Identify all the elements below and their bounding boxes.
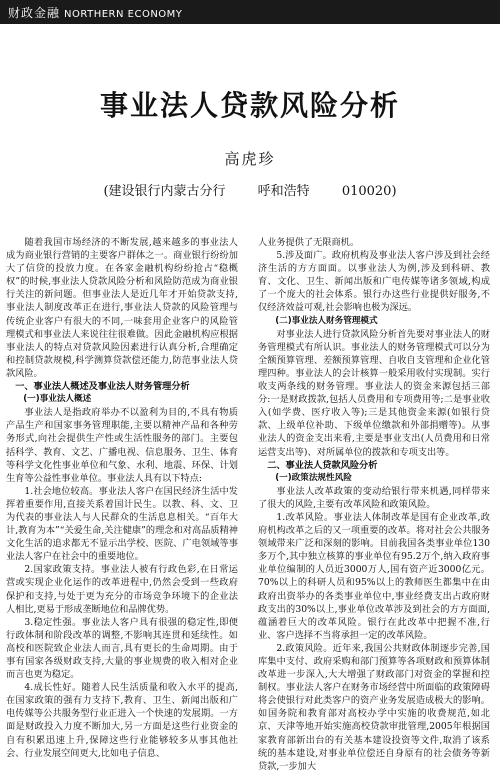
affiliation-org: (建设银行内蒙古分行 bbox=[103, 184, 226, 199]
affiliation-city: 呼和浩特 bbox=[257, 184, 310, 199]
affiliation-zip: 010020) bbox=[341, 184, 397, 199]
subsection-heading: (一)政策法规性风险 bbox=[275, 472, 352, 483]
article-author: 高虎珍 bbox=[224, 150, 276, 168]
body-paragraph: 5.涉及面广。政府机构及事业法人客户涉及到社会经济生活的方方面面。以事业法人为例,涉及到科研、教育、文化、卫生、新闻出版和广电传媒等诸多领域,构成了一个庞大的社会体系。银行办这些行业提供好服务,不仅经济效益可观,社会影响也极为深远。 bbox=[258, 250, 490, 314]
left-text-column bbox=[6, 236, 238, 759]
body-paragraph: 人业务提供了无限商机。 bbox=[258, 237, 360, 248]
subsection-heading: (二)事业法人财务管理模式 bbox=[275, 315, 378, 326]
article-title: 事业法人贷款风险分析 bbox=[99, 89, 400, 122]
body-paragraph: 对事业法人进行贷款风险分析首先要对事业法人的财务管理模式有所认识。事业法人的财务管理模式可以分为全额预算管理、差额预算管理、自收自支管理和企业化管理四种。事业法人的会计核算一般采用收付实现制。实行收支两条线的财务管理。事业法人的资金来源包括三部分:一是财政拨款,包括人员费用和专项费用等;二是事业收入(如学费、医疗收入等);三是其他资金来源(如银行贷款、上级单位补助、下级单位缴款和外部捐赠等)。从事业法人的资金支出来看,主要是事业支出(人员费用和日常运营支出等)、对所属单位的拨款和专项支出等。 bbox=[258, 328, 490, 458]
author-affiliation bbox=[0, 180, 500, 199]
journal-header bbox=[8, 4, 182, 21]
journal-header-bar bbox=[0, 0, 500, 24]
right-text-column bbox=[258, 236, 490, 772]
section-heading: 一、事业法人概述及事业法人财务管理分析 bbox=[15, 381, 190, 393]
journal-name-en: NORTHERN ECONOMY bbox=[64, 9, 183, 20]
body-paragraph: 2.国家政策支持。事业法人被有行政色彩,在日常运营或实现企业化运作的改革进程中,仍然会受到一些政府保护和支持,与处于更为充分的市场竞争环境下的企业法人相比,更易于形成垄断地位和品牌优势。 bbox=[6, 564, 238, 615]
body-paragraph: 1.改革风险。事业法人体制改革是国有企业改革,政府机构改革之后的又一项重要的改革。将对社会公共服务领域带来广泛和深刻的影响。目前我国各类事业单位130多万个,其中独立核算的事业单位有95.2万个,纳入政府事业单位编制的人员近3000万人,国有资产近3000亿元。70%以上的科研人员和95%以上的教师医生都集中在由政府出资举办的各类事业单位中,事业经费支出占政府财政支出的30%以上,事业单位改革涉及到社会的方方面面,蕴涵着巨大的改革风险。银行在此改革中把握不准,行业、客户选择不当将承担一定的改革风险。 bbox=[258, 511, 490, 641]
body-paragraph: 4.成长性好。随着人民生活质量和收入水平的提高,在国家政策的强有力支持下,教育、卫生、新闻出版和广电传媒等公共服务型行业正进入一个快速的发展期。一方面是财政投入力度不断加大,另一方面是这些行业资金的自有积累迅速上升,保障这些行业能够较多从事其他社会、行业发展空间更大,比如电子信息、 bbox=[6, 682, 238, 759]
body-paragraph: 随着我国市场经济的不断发展,越来越多的事业法人成为商业银行营销的主要客户群体之一。商业银行纷纷加大了信贷的投放力度。在各家金融机构纷纷抢占“稳概权”的时候,事业法人贷款风险分析和风险防范成为商业银行关注的新问题。但事业法人是近几年才开始贷款支持,事业法人制度改革正在进行,事业法人贷款的风险管理与传统企业客户有很大的不同,一味套用企业客户的风险管理模式和事业法人来说往往很难做。因此金融机构应根据事业法人的特点对贷款风险因素进行认真分析,合理确定和控制贷款规模,科学测算贷款偿还能力,防范事业法人贷款风险。 bbox=[6, 237, 238, 379]
body-paragraph: 1.社会地位较高。事业法人客户在国民经济生活中发挥着重要作用,直接关系着国计民生。以教、科、文、卫为代表的事业法人与人民群众的生活息息相关。“百年大计,教育为本”“关爱生命,关注健康”的理念和对高品质精神文化生活的追求都无不显示出学校、医院、广电领域等事业法人客户在社会中的重要地位。 bbox=[6, 485, 238, 563]
subsection-heading: (一)事业法人概述 bbox=[23, 394, 92, 405]
journal-section-cn: 财政金融 bbox=[8, 6, 61, 20]
body-paragraph: 事业法人改革政策的变动给银行带来机遇,同样带来了很大的风险,主要有改革风险和政策风险。 bbox=[258, 485, 490, 510]
body-paragraph: 事业法人是指政府举办不以盈利为目的,不具有物质产品生产和国家事务管理职能,主要以精神产品和各种劳务形式,向社会提供生产性或生活性服务的部门。主要包括科学、教育、文艺、广播电视、信息服务、卫生、体育等科学文化性事业单位和气象、水利、地震、环保、计划生育等公益性事业单位。事业法人具有以下特点: bbox=[6, 407, 238, 484]
body-paragraph: 2.政策风险。近年来,我国公共财政体制逐步完善,国库集中支付、政府采购和部门预算等各项财政和预算体制改革进一步深入,大大增强了财政部门对资金的掌握和控制权。事业法人客户在财务市场经营中所面临的政策障碍将会使银行对此类客户的资产业务发展造成极大的影响。如国务院和教育部对高校办学中实施的收费规范,如北京、天津等地开始实施高校贷款审批管理,2005年根据国家教育部新出台的有关基本建设投资等文件,取消了该系统的基本建设,对事业单位偿还自身原有的社会债务等新贷款,一步加大 bbox=[258, 642, 490, 772]
section-heading: 二、事业法人贷款风险分析 bbox=[267, 459, 378, 471]
body-paragraph: 3.稳定性强。事业法人客户具有很强的稳定性,即便行政体制和阶段改革的调整,不影响其连贯和延续性。如高校和医院致企业法人而言,具有更长的生命周期。由于事有国家各级财政支持,大量的事业规费的收入相对企业而言也更为稳定。 bbox=[6, 616, 238, 681]
